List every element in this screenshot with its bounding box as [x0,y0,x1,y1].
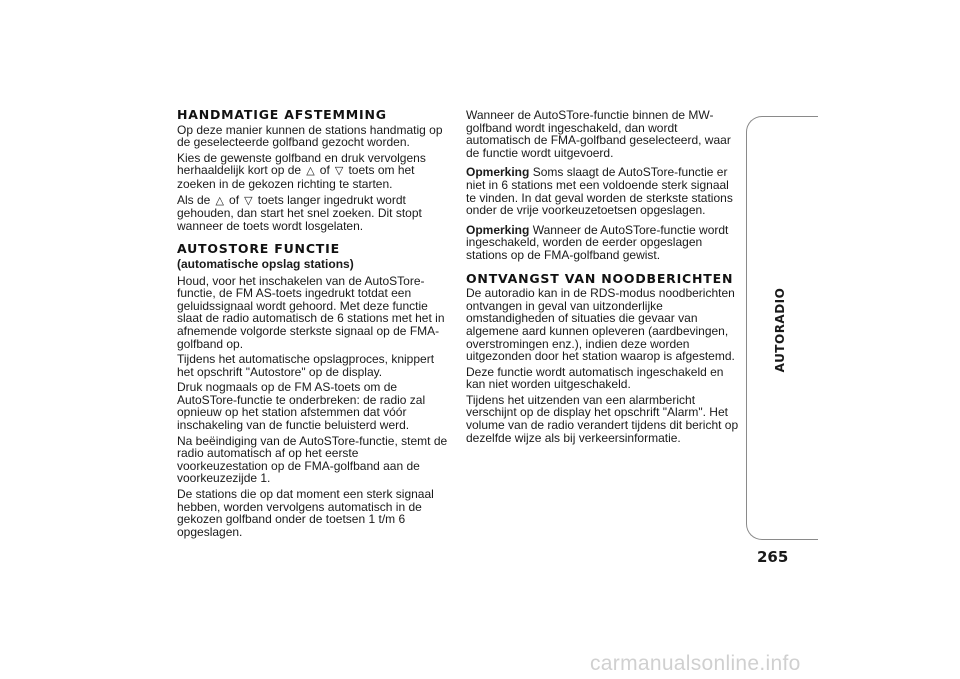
paragraph: Tijdens het automatische opslagproces, knippert het opschrift "Autostore" op de display. [177,352,435,379]
page-number: 265 [757,548,789,566]
left-column [177,109,452,541]
triangle-down-icon: ▽ [334,165,344,178]
paragraph: Na beëindiging van de AutoSTore-functie, stemt de radio automatisch af op het eerste voorkeuzestation op de FMA-golfband aan de voorkeuzezijde 1. [177,433,448,486]
paragraph: Kies de gewenste golfband en druk vervolgens herhaaldelijk kort op de △ of ▽ toets om het zoeken in de gekozen richting te starten. [177,150,426,191]
note-label: Opmerking [466,165,530,180]
paragraph: Deze functie wordt automatisch ingeschakeld en kan niet worden uitgeschakeld. [466,364,724,392]
subheading: (automatische opslag stations) [177,256,354,271]
heading-ontvangst-van-noodberichten: ONTVANGST VAN NOODBERICHTEN [466,270,734,286]
right-column [466,109,741,447]
paragraph: Tijdens het uitzenden van een alarmbericht verschijnt op de display het opschrift "Alarm". Het volume van de radio verandert tijdens dit bericht op dezelfde wijze als bij verkeersinformatie. [466,392,739,445]
heading-handmatige-afstemming: HANDMATIGE AFSTEMMING [177,107,387,122]
paragraph: Houd, voor het inschakelen van de AutoSTore-functie, de FM AS-toets ingedrukt totdat een geluidssignaal wordt gehoord. Met deze functie slaat de radio automatisch de 6 stations met het in afnemende volgorde sterkste signaal op de FMA-golfband op. [177,273,445,351]
note: Opmerking Wanneer de AutoSTore-functie wordt ingeschakeld, worden de eerder opgeslagen stations op de FMA-golfband gewist. [466,222,729,262]
paragraph: Als de △ of ▽ toets langer ingedrukt wordt gehouden, dan start het snel zoeken. Dit stopt wanneer de toets wordt losgelaten. [177,192,422,233]
triangle-up-icon: △ [215,194,224,207]
watermark: carmanualsonline.info [590,652,801,675]
section-tab-label: AUTORADIO [773,287,787,373]
note-label: Opmerking [466,222,530,237]
paragraph: Druk nogmaals op de FM AS-toets om de AutoSTore-functie te onderbreken: de radio zal opnieuw op het station afstemmen dat vóór inschakeling van de functie beluisterd werd. [177,380,426,433]
paragraph: Op deze manier kunnen de stations handmatig op de geselecteerde golfband gezocht worden. [177,122,443,150]
paragraph: De autoradio kan in de RDS-modus noodberichten ontvangen in geval van uitzonderlijke omstandigheden of situaties die gevaar van algemene aard kunnen opleveren (aardbevingen, overstromingen enz.), indien deze worden uitgezonden door het station waarop is afgestemd. [466,286,735,364]
heading-autostore-functie: AUTOSTORE FUNCTIE [177,241,340,257]
triangle-up-icon: △ [306,165,315,178]
paragraph: Wanneer de AutoSTore-functie binnen de MW-golfband wordt ingeschakeld, dan wordt automatisch de FMA-golfband geselecteerd, waar de functie wordt uitgevoerd. [466,108,731,160]
paragraph: De stations die op dat moment een sterk signaal hebben, worden vervolgens automatisch in de gekozen golfband onder de toetsen 1 t/m 6 opgeslagen. [177,487,434,539]
triangle-down-icon: ▽ [244,194,253,207]
note: Opmerking Soms slaagt de AutoSTore-functie er niet in 6 stations met een voldoende sterk signaal te vinden. In dat geval worden de sterkste stations onder de vrije voorkeuzetoetsen opgeslagen. [466,165,733,218]
